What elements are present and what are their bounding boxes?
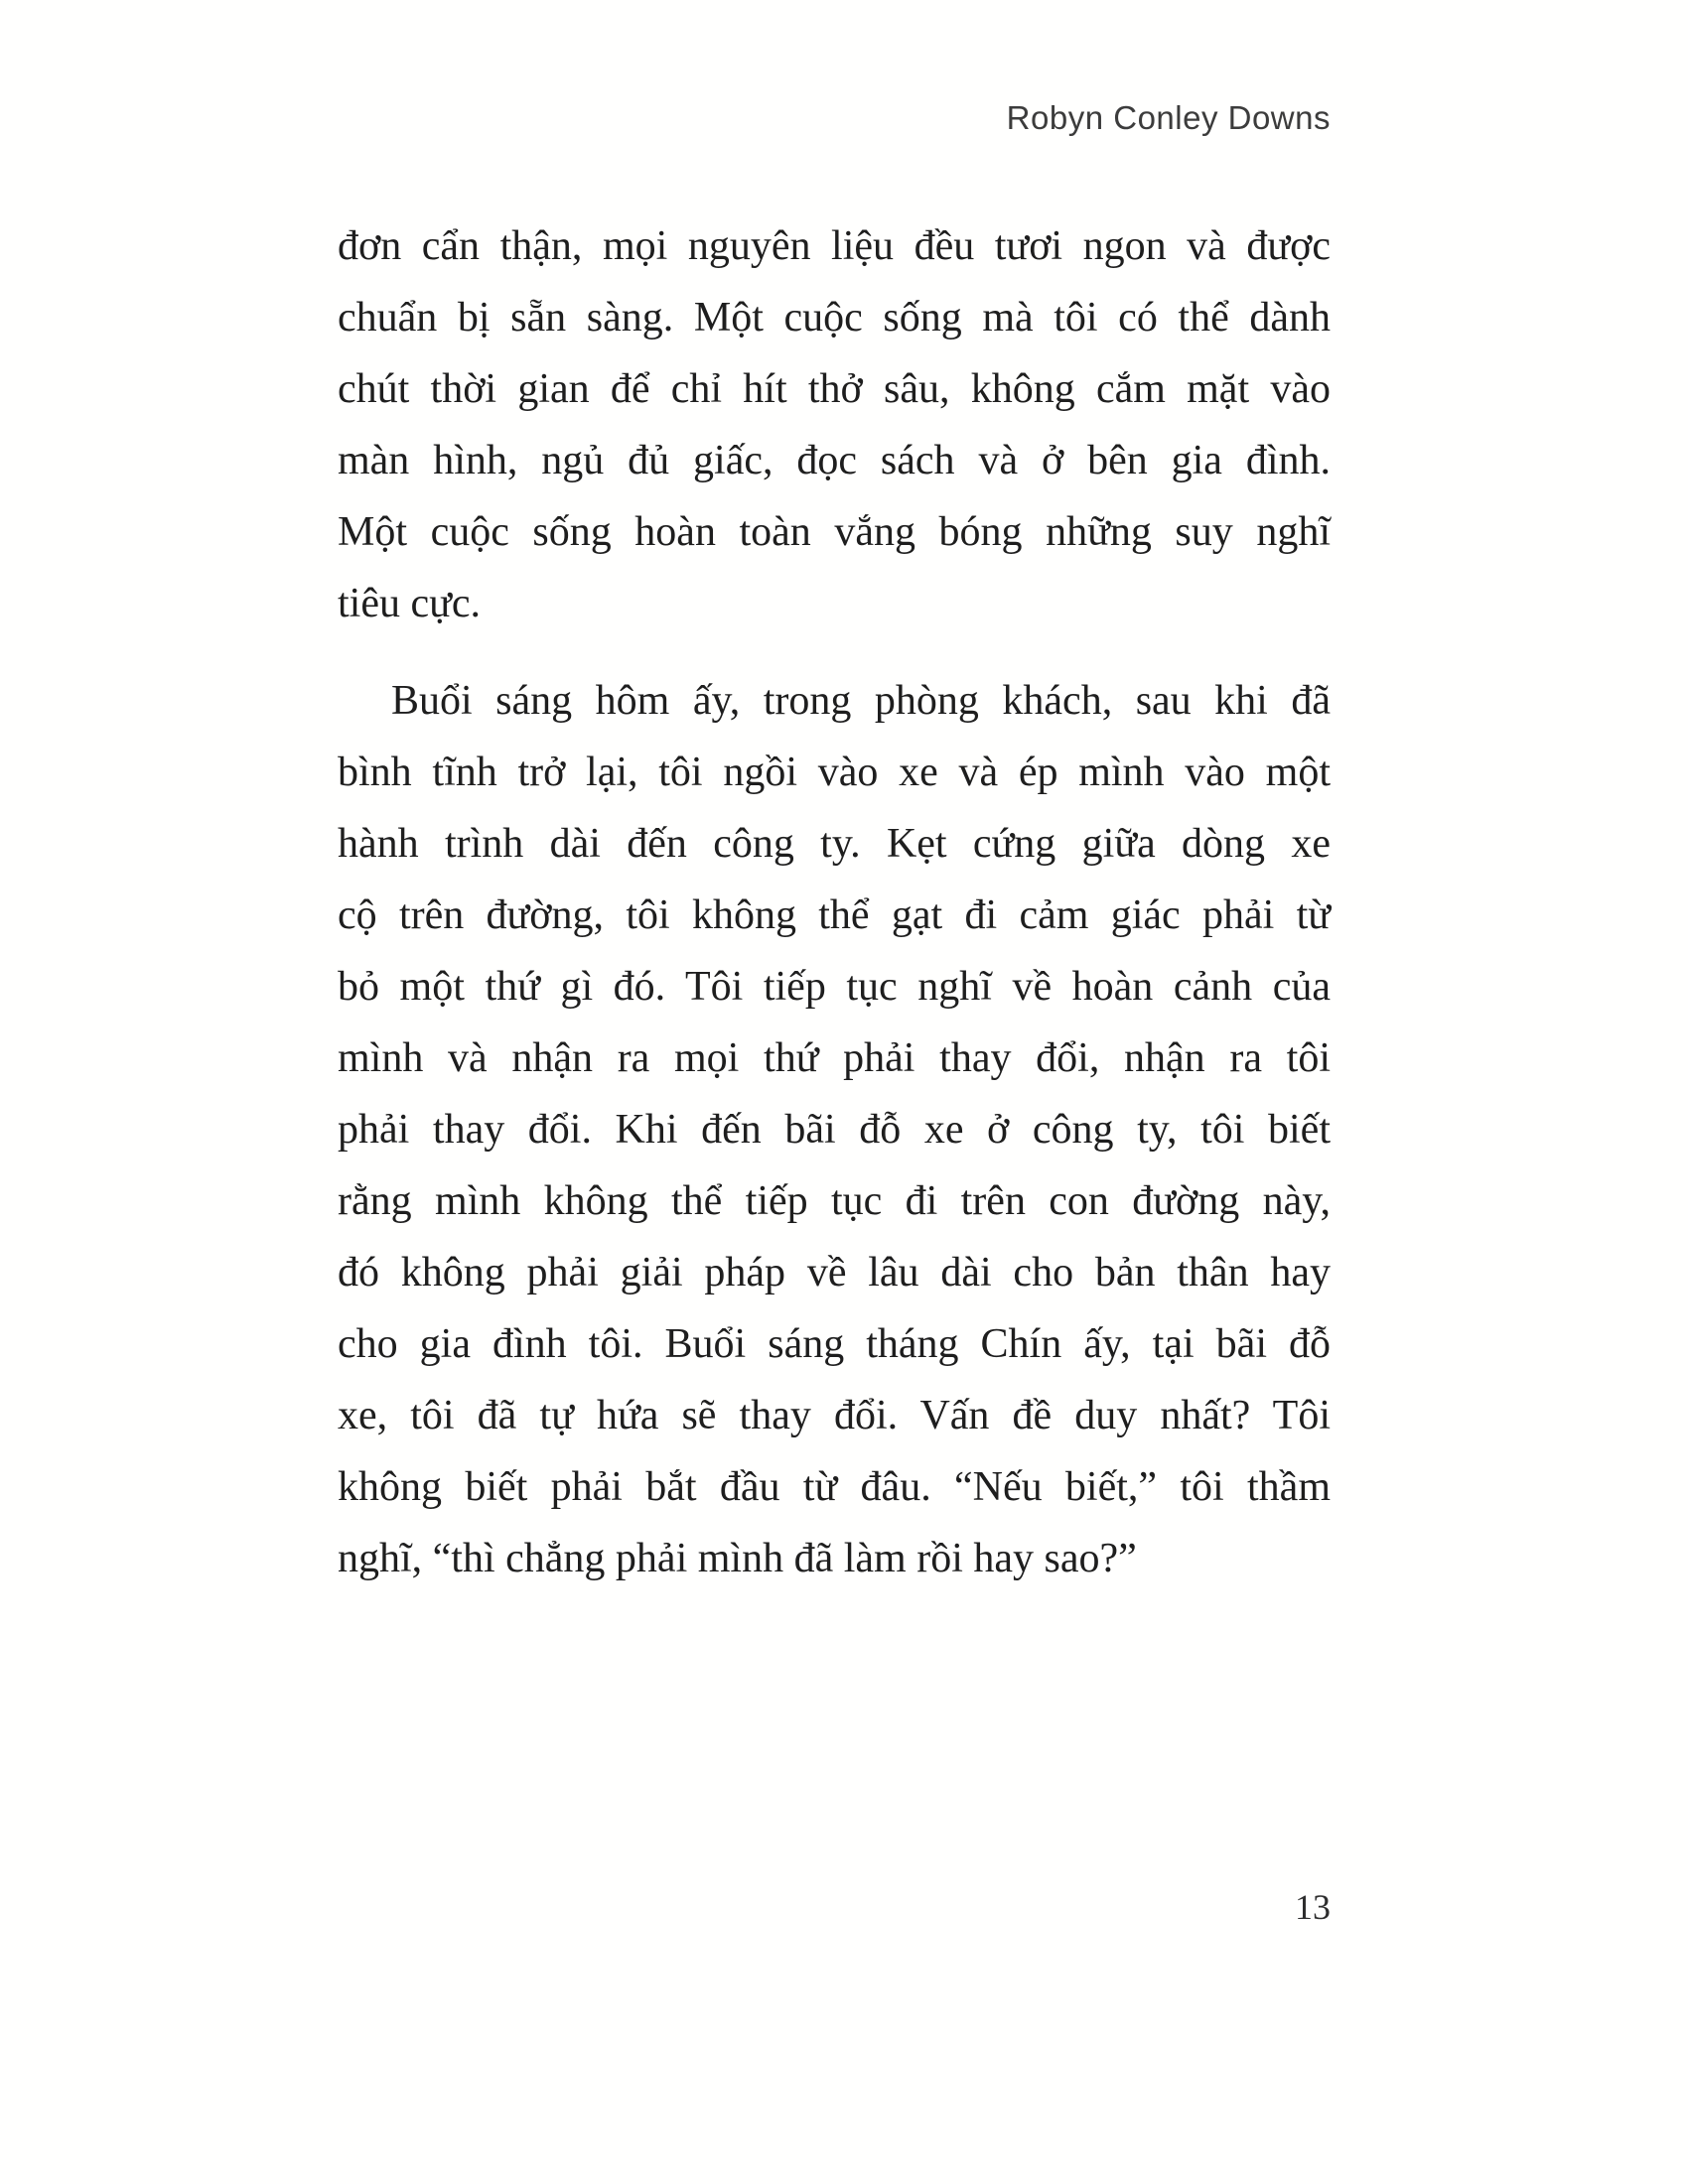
text-line: phải thay đổi. Khi đến bãi đỗ xe ở công ty, tôi biết — [338, 1107, 1331, 1153]
text-line: tiêu cực. — [338, 581, 482, 626]
text-line: đơn cẩn thận, mọi nguyên liệu đều tươi ngon và được — [338, 223, 1331, 269]
text-line: rằng mình không thể tiếp tục đi trên con đường này, — [338, 1178, 1331, 1224]
text-line: mình và nhận ra mọi thứ phải thay đổi, nhận ra tôi — [338, 1035, 1331, 1081]
paragraph — [338, 665, 1331, 1594]
running-header: Robyn Conley Downs — [1006, 99, 1331, 136]
text-line: chuẩn bị sẵn sàng. Một cuộc sống mà tôi có thể dành — [338, 295, 1331, 341]
paragraph — [338, 210, 1331, 639]
text-line: không biết phải bắt đầu từ đâu. “Nếu biết,” tôi thầm — [338, 1464, 1331, 1510]
text-line: hành trình dài đến công ty. Kẹt cứng giữa dòng xe — [338, 821, 1331, 867]
body-text — [338, 210, 1331, 1594]
text-line: màn hình, ngủ đủ giấc, đọc sách và ở bên gia đình. — [338, 438, 1331, 483]
page-number: 13 — [1295, 1887, 1331, 1927]
text-line: đó không phải giải pháp về lâu dài cho bản thân hay — [338, 1250, 1331, 1296]
text-line: cho gia đình tôi. Buổi sáng tháng Chín ấy, tại bãi đỗ — [338, 1321, 1331, 1367]
text-line: bỏ một thứ gì đó. Tôi tiếp tục nghĩ về hoàn cảnh của — [338, 964, 1331, 1010]
text-line: chút thời gian để chỉ hít thở sâu, không cắm mặt vào — [338, 366, 1331, 412]
text-line: bình tĩnh trở lại, tôi ngồi vào xe và ép mình vào một — [338, 750, 1331, 795]
text-line: Một cuộc sống hoàn toàn vắng bóng những suy nghĩ — [338, 509, 1331, 555]
text-line: cộ trên đường, tôi không thể gạt đi cảm giác phải từ — [338, 892, 1331, 938]
text-line: nghĩ, “thì chẳng phải mình đã làm rồi hay sao?” — [338, 1536, 1137, 1581]
text-line: xe, tôi đã tự hứa sẽ thay đổi. Vấn đề duy nhất? Tôi — [338, 1393, 1331, 1438]
text-line: Buổi sáng hôm ấy, trong phòng khách, sau khi đã — [391, 678, 1331, 724]
